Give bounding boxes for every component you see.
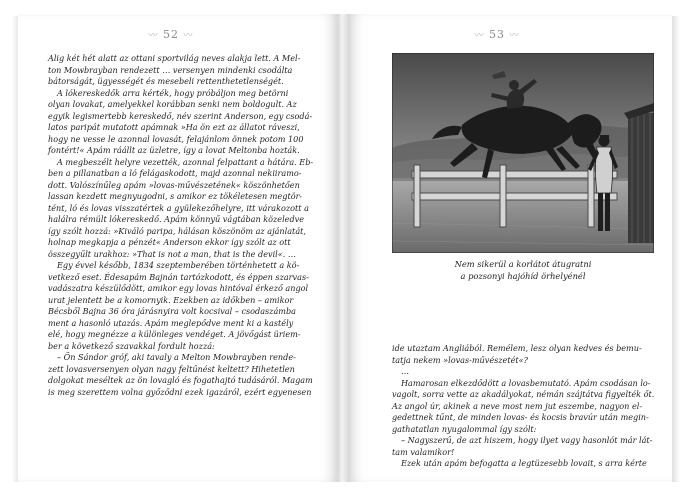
book-gutter [338, 14, 348, 482]
horse-fall-illustration [392, 53, 654, 253]
text-line: összegyűlt urakhoz: »That is not a man, that is the devil«. … [48, 248, 296, 259]
text-line: ben a pillanatban a ló felágaskodott, majd azonnal nekiiramo- [48, 168, 302, 178]
text-line: ton Mowbrayban rendezett … versenyen mindenki csodálta [48, 64, 293, 75]
text-line: Egy évvel később, 1834 szeptemberében történhetett a kö- [57, 260, 300, 270]
text-line: … [401, 366, 410, 376]
text-line: vagolt, sorra vette az akadályokat, némán szájtátva figyelték őt. [392, 389, 655, 399]
text-line: vetkező eset. Édesapám Bajnán tartózkodott, és éppen szarvas- [48, 271, 309, 282]
text-line: Az angol úr, akinek a neve most nem jut eszembe, nagyon el- [392, 400, 643, 411]
text-line: tatja nekem »lovas-művészetét«? [392, 354, 528, 365]
text-line: – Nagyszerű, de azt hiszem, hogy ilyet vagy hasonlót már lát- [401, 435, 653, 445]
text-line: dott. Valószínűleg apám »lovas-művészetének« köszönhetően [48, 179, 300, 190]
text-line: Ezek után apám befogatta a legtüzesebb lovait, s arra kérte [401, 458, 647, 468]
left-page-number [131, 28, 211, 41]
right-page-body-text [392, 343, 654, 470]
folio-ornament-right: 〰 [509, 31, 520, 41]
engraving-illustration [392, 53, 654, 253]
text-line: A lókereskedők arra kérték, hogy próbáljon meg betörni [57, 87, 289, 98]
text-line: dolgokat meséltek az ön lovagló és fogathajtó tudásáról. Magam [48, 375, 313, 385]
text-line: – Ön Sándor gróf, aki tavaly a Melton Mowbrayben rende- [57, 352, 296, 362]
text-line: lassan kezdett megnyugodni, s amikor ez tökéletesen megtör- [48, 191, 303, 201]
text-line: A megbeszélt helyre vezették, azonnal felpattant a hátára. Eb- [57, 156, 314, 167]
right-page-edge-shadow [672, 16, 680, 482]
text-line: Bécsből Bajna 36 óra járásnyira volt kocsival – csodaszámba [48, 306, 296, 316]
text-line: Hamarosan elkezdődött a lovasbemutató. Apám csodásan lo- [401, 377, 651, 388]
text-line: ide utaztam Angliából. Remélem, lesz olyan kedves és bemu- [392, 343, 642, 353]
text-line: tént, ló és lovas visszatértek a gyülekezőhelyre, itt várakozott a [48, 202, 309, 213]
right-page-number [457, 28, 537, 41]
right-page-number-text: 53 [489, 28, 505, 41]
text-line: olyan lovakat, amelyekkel korábban senki nem boldogult. Az [48, 99, 297, 109]
text-line: ber a következő szavakkal fordult hozzá: [48, 340, 215, 351]
text-line: hogy ne vesse le azonnal lovasát, felajánlom önnek potom 100 [48, 133, 304, 144]
folio-ornament-left: 〰 [474, 31, 485, 41]
text-line: tam valamikor! [392, 446, 455, 457]
caption-line: Nem sikerül a korlátot átugratni [454, 259, 592, 269]
text-line: latos paripát mutatott apámnak »Ha ön ezt az állatot ráveszi, [48, 122, 300, 132]
text-line: bátorságát, ügyességét és mesebeli rettenthetetlenségét. [48, 76, 284, 86]
text-line: gedettnek tűnt, de minden lovas- és kocsis bravúr után megin- [392, 412, 649, 422]
left-page-number-text: 52 [163, 28, 179, 41]
text-line: urat jelentett be a komornyik. Ezekben az időkben – amikor [48, 294, 294, 305]
text-line: fontért!« Apám ráállt az üzletre, így a lovat Meltonba hozták. [48, 145, 300, 155]
text-line: egyik legismertebb kereskedő, név szerint Anderson, egy csodá- [48, 110, 313, 121]
text-line: Alig két hét alatt az ottani sportvilág neves alakja lett. A Mel- [48, 53, 301, 63]
text-line: holnap megkapja a pénzét« Anderson ekkor így szólt az ott [48, 237, 291, 247]
illustration-caption [392, 258, 654, 282]
text-line: is meg szerettem volna győződni ezek igazáról, ezért egyenesen [48, 386, 312, 397]
left-page-body-text [48, 53, 314, 398]
text-line: gathatatlan nyugalommal így szólt: [392, 423, 537, 434]
text-line: zett lovasversenyen olyan nagy feltűnést keltett? Hihetetlen [48, 363, 295, 374]
text-line: halálra rémült lókereskedő. Apám könnyű vágtában közeledve [48, 214, 304, 224]
folio-ornament-left: 〰 [148, 31, 159, 41]
folio-ornament-right: 〰 [183, 31, 194, 41]
text-line: így szólt hozzá: »Kiváló paripa, hálásan köszönöm az ajánlatát, [48, 225, 306, 236]
text-line: elé, hogy megnézze a különleges vendéget. A jövőgást üriem- [48, 329, 301, 339]
text-line: vadászatra készülődött, amikor egy lovas hintóval érkező angol [48, 283, 309, 293]
text-line: ment a hasonló utazás. Apám meglepődve ment ki a kastély [48, 317, 294, 328]
caption-line: a pozsonyi hajóhíd örhelyénél [460, 271, 586, 281]
